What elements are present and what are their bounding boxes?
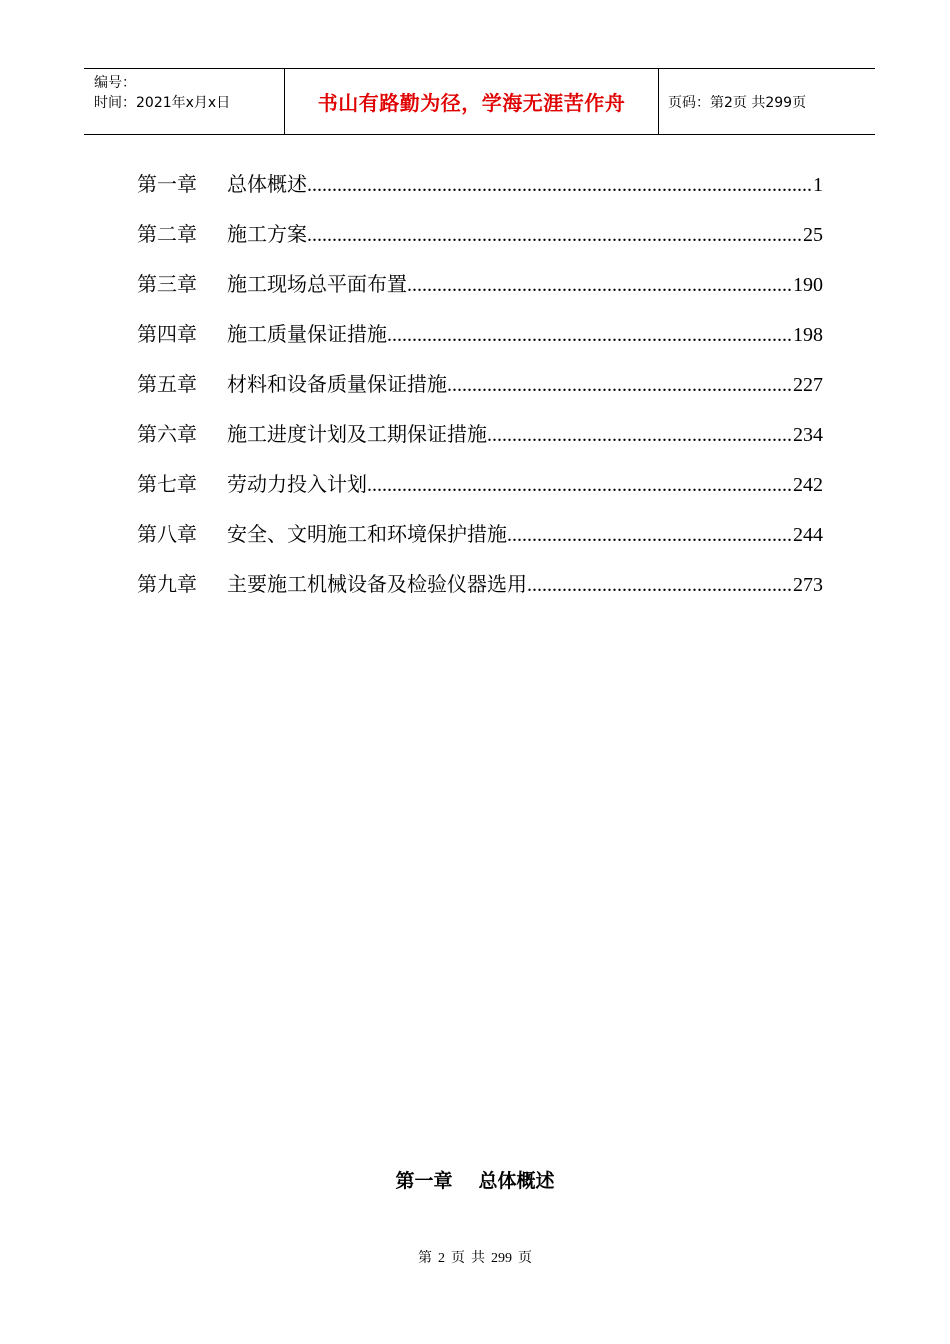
- toc-leader-dots: [307, 224, 803, 247]
- toc-entry[interactable]: [137, 368, 823, 418]
- toc-leader-dots: [487, 424, 793, 447]
- toc-leader-dots: [447, 374, 793, 397]
- toc-chapter-title: 主要施工机械设备及检验仪器选用: [227, 574, 527, 596]
- toc-leader-dots: [527, 574, 793, 597]
- toc-page-number: 198: [793, 324, 823, 346]
- chapter-heading: [0, 1166, 950, 1193]
- footer-text: 页: [451, 1251, 465, 1266]
- table-of-contents: [137, 168, 823, 618]
- toc-chapter-number: 第六章: [137, 424, 197, 446]
- toc-page-number: 242: [793, 474, 823, 496]
- toc-chapter-title: 施工现场总平面布置: [227, 274, 407, 296]
- toc-chapter-number: 第七章: [137, 474, 197, 496]
- toc-chapter-number: 第五章: [137, 374, 197, 396]
- header-motto: 书山有路勤为径，学海无涯苦作舟: [317, 91, 626, 115]
- footer-total-pages: 299: [491, 1251, 512, 1266]
- chapter-heading-number: 第一章: [395, 1170, 453, 1192]
- toc-page-number: 190: [793, 274, 823, 296]
- toc-page-number: 273: [793, 574, 823, 596]
- page-footer: [0, 1247, 950, 1267]
- toc-entry[interactable]: [137, 468, 823, 518]
- chapter-heading-title: 总体概述: [478, 1170, 555, 1192]
- toc-leader-dots: [407, 274, 793, 297]
- toc-chapter-number: 第二章: [137, 224, 197, 246]
- toc-entry[interactable]: [137, 518, 823, 568]
- toc-chapter-number: 第一章: [137, 174, 197, 196]
- toc-leader-dots: [507, 524, 793, 547]
- toc-page-number: 1: [813, 174, 823, 196]
- toc-chapter-title: 施工质量保证措施: [227, 324, 387, 346]
- toc-page-number: 244: [793, 524, 823, 546]
- toc-entry[interactable]: [137, 218, 823, 268]
- toc-page-number: 227: [793, 374, 823, 396]
- toc-entry[interactable]: [137, 418, 823, 468]
- toc-entry[interactable]: [137, 268, 823, 318]
- document-date: 时间：2021年x月x日: [94, 95, 231, 111]
- toc-chapter-number: 第九章: [137, 574, 197, 596]
- document-number-label: 编号：: [94, 75, 136, 91]
- toc-chapter-title: 施工进度计划及工期保证措施: [227, 424, 487, 446]
- header-meta: [84, 69, 285, 134]
- toc-entry[interactable]: [137, 568, 823, 618]
- toc-chapter-number: 第八章: [137, 524, 197, 546]
- footer-text: 共: [471, 1251, 485, 1266]
- toc-chapter-title: 总体概述: [227, 174, 307, 196]
- toc-entry[interactable]: [137, 168, 823, 218]
- toc-chapter-number: 第三章: [137, 274, 197, 296]
- toc-chapter-title: 安全、文明施工和环境保护措施: [227, 524, 507, 546]
- footer-current-page: 2: [438, 1251, 445, 1266]
- footer-text: 页: [518, 1251, 532, 1266]
- toc-chapter-title: 劳动力投入计划: [227, 474, 367, 496]
- page-header: [84, 68, 875, 135]
- toc-leader-dots: [367, 474, 793, 497]
- toc-entry[interactable]: [137, 318, 823, 368]
- header-motto-cell: [285, 69, 659, 134]
- toc-chapter-title: 施工方案: [227, 224, 307, 246]
- toc-leader-dots: [387, 324, 793, 347]
- toc-chapter-title: 材料和设备质量保证措施: [227, 374, 447, 396]
- footer-text: 第: [418, 1251, 432, 1266]
- toc-leader-dots: [307, 174, 813, 197]
- toc-page-number: 25: [803, 224, 823, 246]
- header-page-info: 页码：第2页 共299页: [668, 94, 807, 111]
- toc-chapter-number: 第四章: [137, 324, 197, 346]
- toc-page-number: 234: [793, 424, 823, 446]
